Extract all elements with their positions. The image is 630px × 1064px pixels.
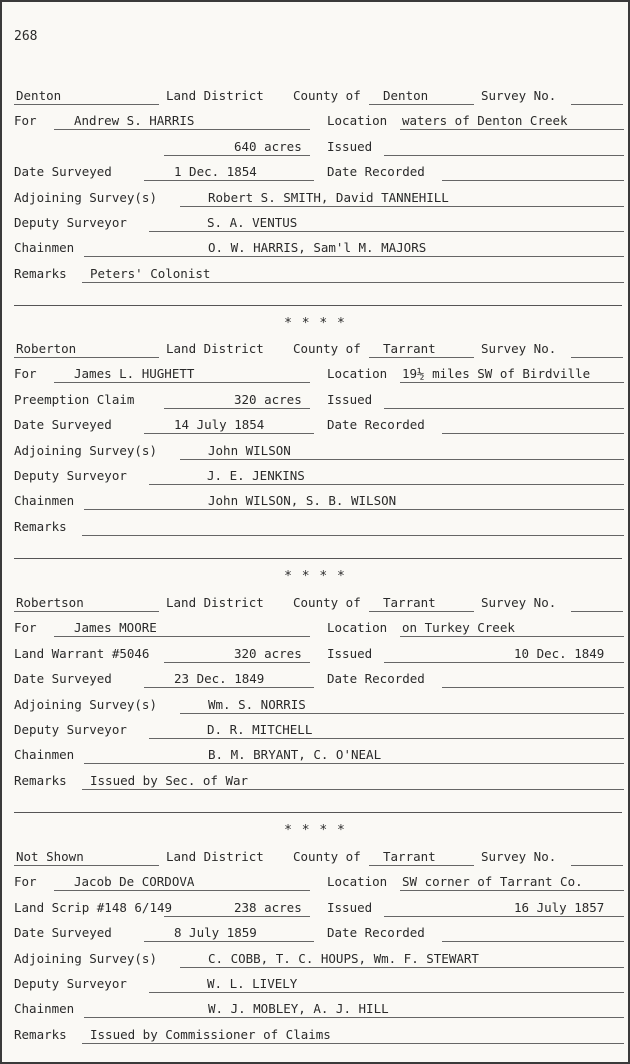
district-field bbox=[14, 849, 159, 866]
adjoining-label: Adjoining Survey(s) bbox=[14, 696, 157, 712]
grantee-field bbox=[54, 366, 310, 383]
remarks-field bbox=[82, 519, 624, 536]
county-value: Denton bbox=[383, 88, 429, 103]
adjoining-value: John WILSON bbox=[208, 442, 291, 458]
chainmen-field bbox=[84, 1001, 624, 1018]
deputy-surveyor-label: Deputy Surveyor bbox=[14, 215, 127, 230]
issued-field bbox=[384, 392, 624, 409]
date-surveyed-value: 14 July 1854 bbox=[174, 417, 265, 433]
claim-type-value: Land Scrip #148 6/149 bbox=[14, 899, 173, 915]
record-divider-stars: * * * * bbox=[284, 316, 346, 331]
record-row bbox=[14, 493, 624, 511]
location-field bbox=[400, 366, 624, 383]
for-label: For bbox=[14, 113, 37, 129]
remarks-label: Remarks bbox=[14, 518, 67, 534]
grantee-field bbox=[54, 113, 310, 130]
record-row bbox=[14, 925, 624, 943]
date-recorded-field bbox=[442, 417, 624, 434]
acres-value: 320 acres bbox=[234, 391, 302, 407]
record-separator bbox=[14, 812, 622, 813]
issued-field bbox=[384, 900, 624, 917]
claim-type-field bbox=[14, 899, 173, 916]
deputy-surveyor-value: J. E. JENKINS bbox=[207, 468, 305, 483]
remarks-value: Issued by Commissioner of Claims bbox=[90, 1026, 331, 1042]
date-surveyed-label: Date Surveyed bbox=[14, 417, 112, 433]
record-row bbox=[14, 595, 624, 613]
deputy-surveyor-label: Deputy Surveyor bbox=[14, 722, 127, 737]
issued-field bbox=[384, 139, 624, 156]
location-value: on Turkey Creek bbox=[402, 620, 515, 636]
survey-no-label: Survey No. bbox=[481, 849, 557, 864]
survey-no-label: Survey No. bbox=[481, 88, 557, 103]
location-field bbox=[400, 874, 624, 891]
date-surveyed-field bbox=[144, 925, 314, 942]
adjoining-label: Adjoining Survey(s) bbox=[14, 950, 157, 966]
grantee-value: Andrew S. HARRIS bbox=[74, 113, 195, 129]
date-surveyed-value: 1 Dec. 1854 bbox=[174, 164, 257, 180]
county-field bbox=[369, 849, 474, 866]
record-row bbox=[14, 620, 624, 638]
record-row bbox=[14, 139, 624, 157]
date-surveyed-label: Date Surveyed bbox=[14, 925, 112, 941]
county-of-label: County of bbox=[293, 341, 361, 356]
survey-no-label: Survey No. bbox=[481, 341, 557, 356]
chainmen-value: W. J. MOBLEY, A. J. HILL bbox=[208, 1001, 389, 1017]
record-row bbox=[14, 164, 624, 182]
land-district-label: Land District bbox=[166, 595, 264, 610]
record-divider-stars: * * * * bbox=[284, 569, 346, 584]
claim-type-field bbox=[14, 139, 159, 155]
date-recorded-label: Date Recorded bbox=[327, 671, 425, 687]
grantee-value: James L. HUGHETT bbox=[74, 366, 195, 382]
chainmen-label: Chainmen bbox=[14, 240, 75, 256]
record-row bbox=[14, 849, 624, 867]
claim-type-value: Land Warrant #5046 bbox=[14, 645, 150, 661]
grantee-value: James MOORE bbox=[74, 620, 157, 636]
acres-field bbox=[164, 900, 310, 917]
survey-record bbox=[2, 88, 628, 333]
county-of-label: County of bbox=[293, 88, 361, 103]
date-surveyed-value: 23 Dec. 1849 bbox=[174, 671, 265, 687]
survey-record bbox=[2, 595, 628, 840]
remarks-label: Remarks bbox=[14, 265, 67, 281]
location-field bbox=[400, 620, 624, 637]
record-divider-stars: * * * * bbox=[284, 823, 346, 838]
district-field bbox=[14, 88, 159, 105]
record-row bbox=[14, 671, 624, 689]
deputy-surveyor-value: S. A. VENTUS bbox=[207, 215, 298, 230]
deputy-surveyor-label: Deputy Surveyor bbox=[14, 468, 127, 483]
claim-type-value: Preemption Claim bbox=[14, 391, 135, 407]
remarks-value: Issued by Sec. of War bbox=[90, 772, 249, 788]
remarks-label: Remarks bbox=[14, 772, 67, 788]
survey-no-field bbox=[571, 88, 623, 105]
location-label: Location bbox=[327, 366, 388, 382]
deputy-surveyor-field bbox=[149, 215, 624, 232]
district-value: Robertson bbox=[16, 595, 84, 610]
record-row bbox=[14, 341, 624, 359]
record-row bbox=[14, 113, 624, 131]
remarks-field bbox=[82, 1027, 624, 1044]
date-surveyed-field bbox=[144, 671, 314, 688]
county-value: Tarrant bbox=[383, 595, 436, 610]
acres-value: 320 acres bbox=[234, 645, 302, 661]
record-row bbox=[14, 190, 624, 208]
claim-type-field bbox=[14, 646, 159, 662]
land-district-label: Land District bbox=[166, 88, 264, 103]
record-row bbox=[14, 646, 624, 664]
record-row bbox=[14, 266, 624, 284]
record-row bbox=[14, 240, 624, 258]
adjoining-field bbox=[180, 697, 624, 714]
location-label: Location bbox=[327, 620, 388, 636]
date-recorded-field bbox=[442, 925, 624, 942]
grantee-value: Jacob De CORDOVA bbox=[74, 874, 195, 890]
record-separator bbox=[14, 558, 622, 559]
land-district-label: Land District bbox=[166, 341, 264, 356]
adjoining-field bbox=[180, 951, 624, 968]
record-row bbox=[14, 900, 624, 918]
record-row bbox=[14, 88, 624, 106]
record-row bbox=[14, 1001, 624, 1019]
district-value: Not Shown bbox=[16, 849, 84, 864]
for-label: For bbox=[14, 366, 37, 382]
issued-value: 10 Dec. 1849 bbox=[514, 645, 605, 661]
page-number: 268 bbox=[14, 29, 38, 44]
record-row bbox=[14, 417, 624, 435]
chainmen-field bbox=[84, 240, 624, 257]
record-row bbox=[14, 747, 624, 765]
date-surveyed-label: Date Surveyed bbox=[14, 671, 112, 687]
adjoining-value: C. COBB, T. C. HOUPS, Wm. F. STEWART bbox=[208, 950, 479, 966]
acres-value: 640 acres bbox=[234, 138, 302, 154]
acres-field bbox=[164, 139, 310, 156]
record-row bbox=[14, 443, 624, 461]
claim-type-field bbox=[14, 392, 159, 408]
land-district-label: Land District bbox=[166, 849, 264, 864]
adjoining-field bbox=[180, 443, 624, 460]
acres-value: 238 acres bbox=[234, 899, 302, 915]
county-of-label: County of bbox=[293, 849, 361, 864]
date-surveyed-field bbox=[144, 164, 314, 181]
issued-label: Issued bbox=[327, 899, 373, 915]
county-field bbox=[369, 341, 474, 358]
record-row bbox=[14, 215, 624, 233]
county-value: Tarrant bbox=[383, 341, 436, 356]
survey-no-field bbox=[571, 595, 623, 612]
adjoining-value: Robert S. SMITH, David TANNEHILL bbox=[208, 189, 449, 205]
record-row bbox=[14, 951, 624, 969]
location-field bbox=[400, 113, 624, 130]
chainmen-field bbox=[84, 493, 624, 510]
county-of-label: County of bbox=[293, 595, 361, 610]
date-recorded-field bbox=[442, 671, 624, 688]
issued-field bbox=[384, 646, 624, 663]
date-recorded-label: Date Recorded bbox=[327, 164, 425, 180]
issued-value: 16 July 1857 bbox=[514, 899, 605, 915]
adjoining-field bbox=[180, 190, 624, 207]
deputy-surveyor-field bbox=[149, 468, 624, 485]
chainmen-value: O. W. HARRIS, Sam'l M. MAJORS bbox=[208, 240, 427, 256]
date-surveyed-field bbox=[144, 417, 314, 434]
remarks-value: Peters' Colonist bbox=[90, 265, 211, 281]
record-row bbox=[14, 874, 624, 892]
county-value: Tarrant bbox=[383, 849, 436, 864]
chainmen-value: B. M. BRYANT, C. O'NEAL bbox=[208, 747, 382, 763]
county-field bbox=[369, 595, 474, 612]
county-field bbox=[369, 88, 474, 105]
record-separator bbox=[14, 305, 622, 306]
issued-label: Issued bbox=[327, 138, 373, 154]
record-row bbox=[14, 1027, 624, 1045]
deputy-surveyor-value: W. L. LIVELY bbox=[207, 976, 298, 991]
deputy-surveyor-value: D. R. MITCHELL bbox=[207, 722, 313, 737]
district-field bbox=[14, 341, 159, 358]
location-value: waters of Denton Creek bbox=[402, 113, 568, 129]
chainmen-label: Chainmen bbox=[14, 747, 75, 763]
record-row bbox=[14, 722, 624, 740]
remarks-label: Remarks bbox=[14, 1026, 67, 1042]
remarks-field bbox=[82, 266, 624, 283]
issued-label: Issued bbox=[327, 391, 373, 407]
record-row bbox=[14, 468, 624, 486]
issued-label: Issued bbox=[327, 645, 373, 661]
deputy-surveyor-field bbox=[149, 722, 624, 739]
location-label: Location bbox=[327, 113, 388, 129]
remarks-field bbox=[82, 773, 624, 790]
date-surveyed-label: Date Surveyed bbox=[14, 164, 112, 180]
grantee-field bbox=[54, 620, 310, 637]
date-recorded-label: Date Recorded bbox=[327, 417, 425, 433]
location-label: Location bbox=[327, 874, 388, 890]
chainmen-field bbox=[84, 747, 624, 764]
district-value: Roberton bbox=[16, 341, 77, 356]
survey-no-field bbox=[571, 341, 623, 358]
record-row bbox=[14, 366, 624, 384]
survey-no-field bbox=[571, 849, 623, 866]
acres-field bbox=[164, 392, 310, 409]
date-recorded-label: Date Recorded bbox=[327, 925, 425, 941]
survey-record bbox=[2, 341, 628, 586]
survey-no-label: Survey No. bbox=[481, 595, 557, 610]
date-surveyed-value: 8 July 1859 bbox=[174, 925, 257, 941]
record-row bbox=[14, 697, 624, 715]
for-label: For bbox=[14, 620, 37, 636]
deputy-surveyor-label: Deputy Surveyor bbox=[14, 976, 127, 991]
record-row bbox=[14, 392, 624, 410]
acres-field bbox=[164, 646, 310, 663]
location-value: SW corner of Tarrant Co. bbox=[402, 874, 583, 890]
for-label: For bbox=[14, 874, 37, 890]
record-row bbox=[14, 519, 624, 537]
chainmen-label: Chainmen bbox=[14, 1001, 75, 1017]
survey-record bbox=[2, 849, 628, 1042]
record-row bbox=[14, 976, 624, 994]
adjoining-label: Adjoining Survey(s) bbox=[14, 189, 157, 205]
location-value: 19½ miles SW of Birdville bbox=[402, 366, 591, 382]
chainmen-value: John WILSON, S. B. WILSON bbox=[208, 493, 397, 509]
adjoining-label: Adjoining Survey(s) bbox=[14, 442, 157, 458]
chainmen-label: Chainmen bbox=[14, 493, 75, 509]
adjoining-value: Wm. S. NORRIS bbox=[208, 696, 306, 712]
date-recorded-field bbox=[442, 164, 624, 181]
deputy-surveyor-field bbox=[149, 976, 624, 993]
record-row bbox=[14, 773, 624, 791]
grantee-field bbox=[54, 874, 310, 891]
district-value: Denton bbox=[16, 88, 62, 103]
district-field bbox=[14, 595, 159, 612]
